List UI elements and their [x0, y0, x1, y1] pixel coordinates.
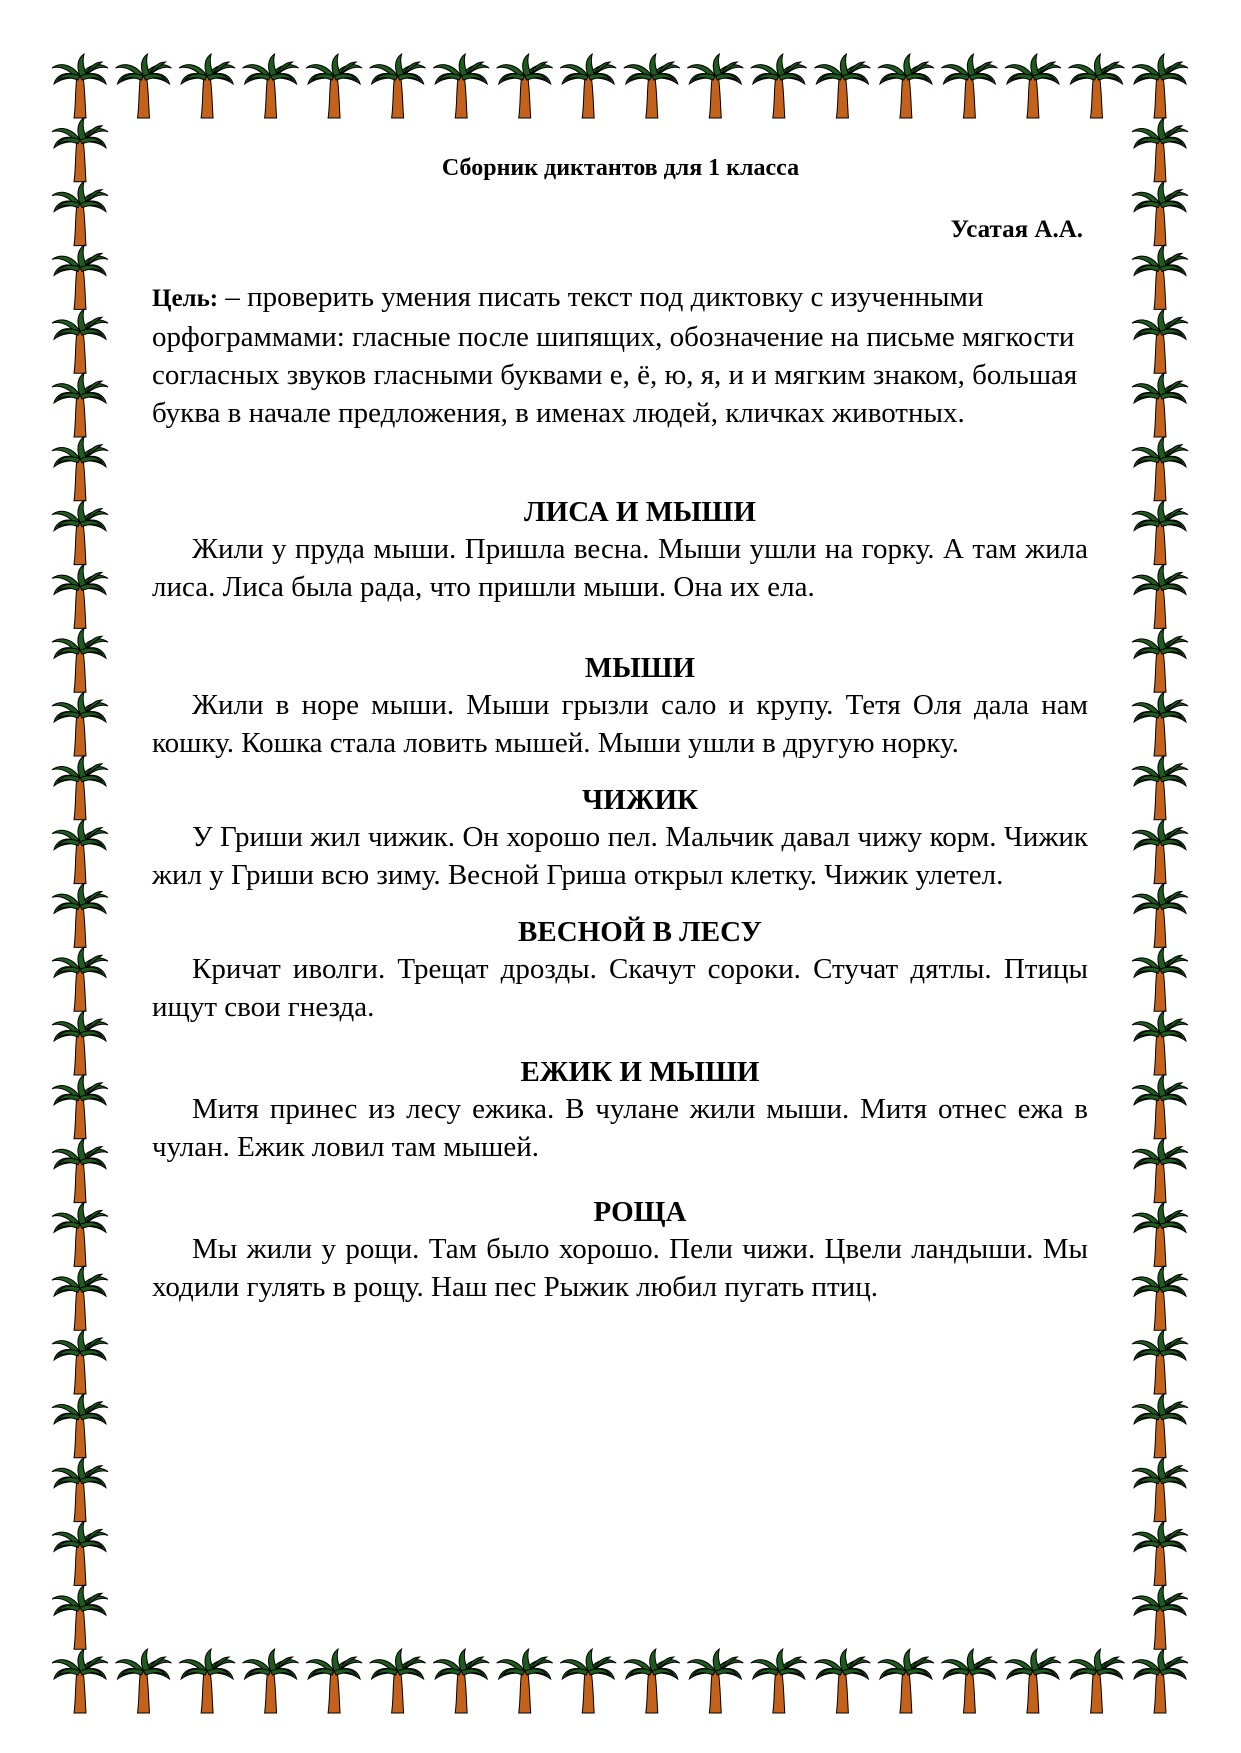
palm-tree-icon: [370, 1649, 426, 1713]
palm-tree-icon: [687, 54, 743, 118]
palm-tree-icon: [52, 1458, 108, 1522]
palm-tree-icon: [497, 54, 553, 118]
palm-tree-icon: [1132, 54, 1188, 118]
palm-tree-icon: [1132, 564, 1188, 628]
palm-tree-icon: [52, 245, 108, 309]
palm-tree-icon: [1132, 182, 1188, 246]
palm-tree-icon: [1132, 373, 1188, 437]
dictation-text: Мы жили у рощи. Там было хорошо. Пели чижи. Цвели ландыши. Мы ходили гулять в рощу. Наш пес Рыжик любил пугать птиц.: [152, 1233, 1088, 1303]
palm-tree-icon: [306, 1649, 362, 1713]
palm-tree-icon: [814, 54, 870, 118]
dictation-text: Митя принес из лесу ежика. В чулане жили мыши. Митя отнес ежа в чулан. Ежик ловил там мышей.: [152, 1093, 1088, 1163]
dictation-hedgehog-and-mice: [152, 1054, 1088, 1166]
palm-tree-icon: [624, 54, 680, 118]
dictation-text: Жили у пруда мыши. Пришла весна. Мыши ушли на горку. А там жила лиса. Лиса была рада, что пришли мыши. Она их ела.: [152, 533, 1088, 603]
dictation-title: ЧИЖИК: [581, 784, 699, 816]
page-title: Сборник диктантов для 1 класса: [441, 155, 800, 181]
palm-tree-icon: [751, 1649, 807, 1713]
palm-tree-icon: [52, 628, 108, 692]
palm-tree-icon: [1132, 820, 1188, 884]
dictation-text: Жили в норе мыши. Мыши грызли сало и крупу. Тетя Оля дала нам кошку. Кошка стала ловить мышей. Мыши ушли в другую норку.: [152, 689, 1088, 759]
goal-label: Цель:: [152, 285, 219, 312]
palm-tree-icon: [243, 54, 299, 118]
palm-tree-icon: [370, 54, 426, 118]
palm-tree-icon: [1132, 1075, 1188, 1139]
palm-tree-icon: [1132, 501, 1188, 565]
goal-paragraph: [152, 278, 1088, 432]
dictation-title: ВЕСНОЙ В ЛЕСУ: [518, 916, 762, 948]
palm-tree-icon: [1069, 54, 1125, 118]
palm-tree-icon: [116, 1649, 172, 1713]
palm-tree-icon: [52, 1649, 108, 1713]
palm-tree-icon: [52, 947, 108, 1011]
palm-tree-icon: [52, 692, 108, 756]
dictation-grove: [152, 1194, 1088, 1306]
palm-tree-icon: [624, 1649, 680, 1713]
palm-tree-icon: [1132, 245, 1188, 309]
palm-tree-icon: [52, 564, 108, 628]
palm-tree-icon: [1132, 947, 1188, 1011]
palm-tree-icon: [52, 1585, 108, 1649]
dictation-siskin: [152, 782, 1088, 894]
palm-tree-icon: [179, 1649, 235, 1713]
palm-tree-icon: [1132, 1649, 1188, 1713]
dictation-mice: [152, 650, 1088, 762]
palm-tree-icon: [433, 1649, 489, 1713]
palm-tree-icon: [179, 54, 235, 118]
palm-tree-icon: [1132, 1521, 1188, 1585]
palm-tree-icon: [52, 437, 108, 501]
palm-tree-icon: [116, 54, 172, 118]
palm-tree-icon: [52, 373, 108, 437]
palm-tree-icon: [1005, 1649, 1061, 1713]
palm-tree-icon: [814, 1649, 870, 1713]
dictation-text: Кричат иволги. Трещат дрозды. Скачут сороки. Стучат дятлы. Птицы ищут свои гнезда.: [152, 953, 1088, 1023]
palm-tree-icon: [52, 820, 108, 884]
dictation-text: У Гриши жил чижик. Он хорошо пел. Мальчик давал чижу корм. Чижик жил у Гриши всю зиму. Весной Гриша открыл клетку. Чижик улетел.: [152, 821, 1088, 891]
palm-tree-icon: [1132, 1458, 1188, 1522]
dictation-title: ЕЖИК И МЫШИ: [520, 1056, 760, 1088]
palm-tree-icon: [1132, 756, 1188, 820]
palm-tree-icon: [52, 1266, 108, 1330]
dictation-title: МЫШИ: [584, 652, 696, 684]
palm-tree-icon: [1132, 1139, 1188, 1203]
palm-tree-icon: [1132, 628, 1188, 692]
palm-tree-icon: [941, 1649, 997, 1713]
palm-tree-icon: [52, 883, 108, 947]
palm-tree-icon: [1005, 54, 1061, 118]
dictation-title: РОЩА: [593, 1196, 687, 1228]
palm-tree-icon: [1069, 1649, 1125, 1713]
palm-tree-icon: [1132, 1011, 1188, 1075]
palm-tree-icon: [52, 501, 108, 565]
goal-text: – проверить умения писать текст под диктовку с изученными орфограммами: гласные после шипящих, обозначение на письме мягкости согласных звуков гласными буквами е, ё, ю, я, и и мягким знаком, большая буква в начале предложения, в именах людей, кличках животных.: [152, 281, 1078, 429]
palm-tree-icon: [687, 1649, 743, 1713]
palm-tree-icon: [1132, 1202, 1188, 1266]
palm-tree-icon: [1132, 883, 1188, 947]
palm-tree-icon: [243, 1649, 299, 1713]
palm-tree-icon: [306, 54, 362, 118]
palm-tree-icon: [751, 54, 807, 118]
palm-tree-icon: [1132, 437, 1188, 501]
palm-tree-icon: [52, 1521, 108, 1585]
palm-tree-icon: [1132, 1330, 1188, 1394]
palm-tree-icon: [52, 1394, 108, 1458]
dictation-fox-and-mice: [152, 494, 1088, 606]
palm-tree-icon: [560, 1649, 616, 1713]
palm-tree-icon: [1132, 1394, 1188, 1458]
palm-tree-icon: [878, 1649, 934, 1713]
author-name: Усатая А.А.: [950, 216, 1083, 243]
palm-tree-icon: [52, 1202, 108, 1266]
palm-tree-icon: [52, 1330, 108, 1394]
content: [152, 278, 1088, 1306]
palm-tree-icon: [878, 54, 934, 118]
palm-tree-icon: [52, 309, 108, 373]
palm-tree-icon: [1132, 1585, 1188, 1649]
palm-tree-icon: [52, 1011, 108, 1075]
palm-tree-icon: [52, 756, 108, 820]
palm-tree-icon: [1132, 1266, 1188, 1330]
palm-tree-icon: [52, 182, 108, 246]
palm-tree-icon: [52, 54, 108, 118]
palm-tree-icon: [497, 1649, 553, 1713]
palm-tree-icon: [52, 1139, 108, 1203]
dictation-spring-in-forest: [152, 914, 1088, 1026]
palm-tree-icon: [560, 54, 616, 118]
palm-tree-icon: [1132, 692, 1188, 756]
palm-tree-icon: [433, 54, 489, 118]
palm-tree-icon: [1132, 309, 1188, 373]
palm-tree-icon: [941, 54, 997, 118]
dictation-title: ЛИСА И МЫШИ: [524, 496, 756, 528]
palm-tree-icon: [52, 1075, 108, 1139]
